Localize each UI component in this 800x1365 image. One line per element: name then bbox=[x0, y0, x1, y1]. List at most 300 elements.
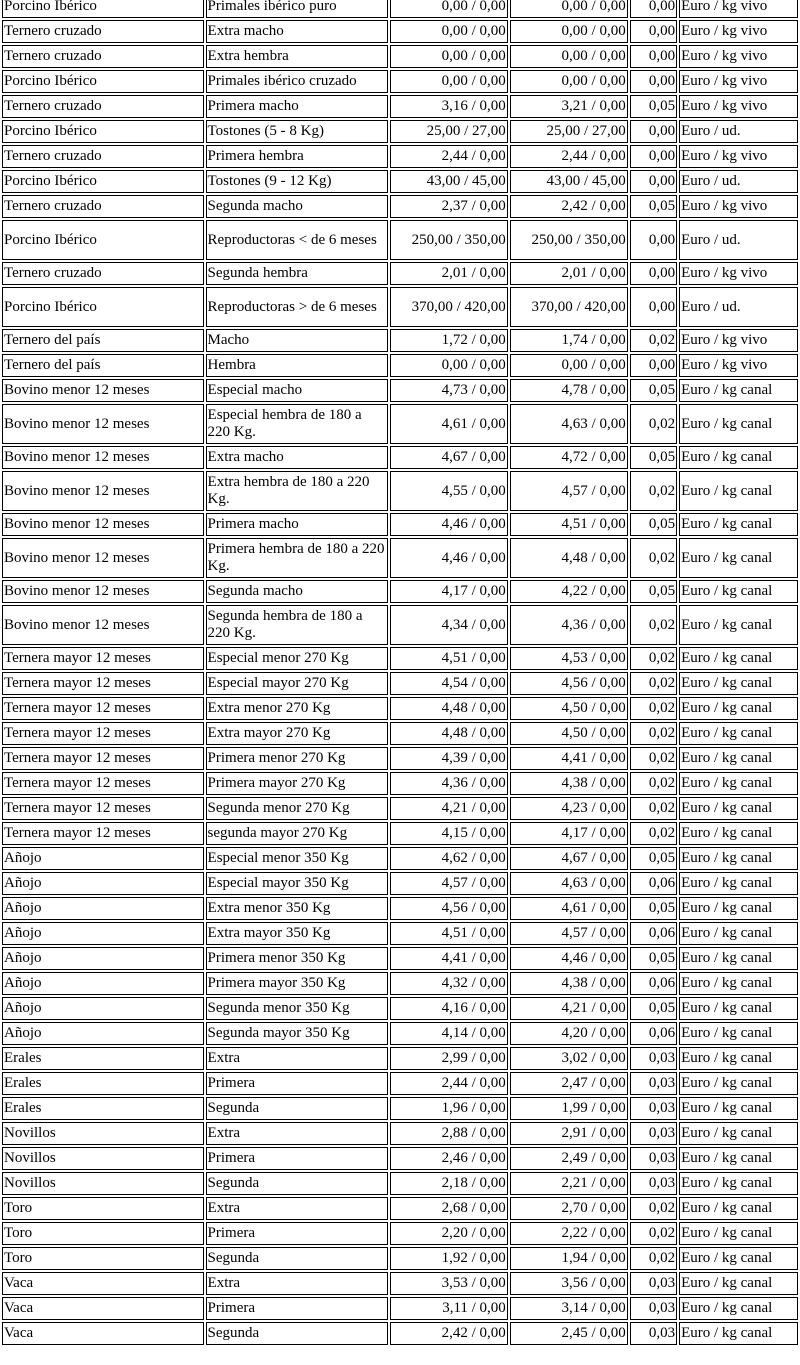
category-cell: Reproductoras > de 6 meses bbox=[206, 287, 388, 327]
product-cell: Añojo bbox=[2, 847, 204, 870]
product-cell: Porcino Ibérico bbox=[2, 220, 204, 260]
difference-cell: 0,02 bbox=[630, 1197, 677, 1220]
previous-price-cell: 2,44 / 0,00 bbox=[390, 145, 508, 168]
unit-cell: Euro / kg canal bbox=[679, 747, 798, 770]
difference-cell: 0,03 bbox=[630, 1122, 677, 1145]
current-price-cell: 4,57 / 0,00 bbox=[510, 922, 628, 945]
category-cell: Segunda menor 270 Kg bbox=[206, 797, 388, 820]
product-cell: Ternero del país bbox=[2, 329, 204, 352]
table-row bbox=[2, 513, 798, 536]
product-cell: Bovino menor 12 meses bbox=[2, 605, 204, 645]
previous-price-cell: 3,16 / 0,00 bbox=[390, 95, 508, 118]
current-price-cell: 0,00 / 0,00 bbox=[510, 70, 628, 93]
difference-cell: 0,02 bbox=[630, 822, 677, 845]
unit-cell: Euro / kg canal bbox=[679, 404, 798, 444]
table-row bbox=[2, 822, 798, 845]
product-cell: Bovino menor 12 meses bbox=[2, 379, 204, 402]
current-price-cell: 4,17 / 0,00 bbox=[510, 822, 628, 845]
unit-cell: Euro / ud. bbox=[679, 170, 798, 193]
product-cell: Ternero cruzado bbox=[2, 262, 204, 285]
category-cell: Primera bbox=[206, 1147, 388, 1170]
product-cell: Añojo bbox=[2, 897, 204, 920]
previous-price-cell: 4,14 / 0,00 bbox=[390, 1022, 508, 1045]
unit-cell: Euro / kg canal bbox=[679, 471, 798, 511]
table-row bbox=[2, 1097, 798, 1120]
category-cell: Primera macho bbox=[206, 513, 388, 536]
product-cell: Ternera mayor 12 meses bbox=[2, 772, 204, 795]
difference-cell: 0,06 bbox=[630, 922, 677, 945]
previous-price-cell: 3,11 / 0,00 bbox=[390, 1297, 508, 1320]
difference-cell: 0,00 bbox=[630, 220, 677, 260]
current-price-cell: 4,48 / 0,00 bbox=[510, 538, 628, 578]
table-row bbox=[2, 471, 798, 511]
product-cell: Vaca bbox=[2, 1322, 204, 1345]
difference-cell: 0,03 bbox=[630, 1172, 677, 1195]
previous-price-cell: 3,53 / 0,00 bbox=[390, 1272, 508, 1295]
previous-price-cell: 4,46 / 0,00 bbox=[390, 538, 508, 578]
unit-cell: Euro / kg canal bbox=[679, 847, 798, 870]
current-price-cell: 25,00 / 27,00 bbox=[510, 120, 628, 143]
category-cell: Primera bbox=[206, 1297, 388, 1320]
unit-cell: Euro / ud. bbox=[679, 120, 798, 143]
current-price-cell: 4,61 / 0,00 bbox=[510, 897, 628, 920]
table-row bbox=[2, 922, 798, 945]
previous-price-cell: 1,92 / 0,00 bbox=[390, 1247, 508, 1270]
unit-cell: Euro / kg canal bbox=[679, 1122, 798, 1145]
difference-cell: 0,03 bbox=[630, 1147, 677, 1170]
price-table-body bbox=[2, 0, 798, 1345]
table-row bbox=[2, 872, 798, 895]
product-cell: Añojo bbox=[2, 947, 204, 970]
unit-cell: Euro / kg canal bbox=[679, 722, 798, 745]
table-row bbox=[2, 145, 798, 168]
current-price-cell: 3,14 / 0,00 bbox=[510, 1297, 628, 1320]
difference-cell: 0,03 bbox=[630, 1297, 677, 1320]
difference-cell: 0,03 bbox=[630, 1272, 677, 1295]
category-cell: Extra menor 350 Kg bbox=[206, 897, 388, 920]
previous-price-cell: 2,46 / 0,00 bbox=[390, 1147, 508, 1170]
previous-price-cell: 0,00 / 0,00 bbox=[390, 20, 508, 43]
table-row bbox=[2, 747, 798, 770]
category-cell: Extra bbox=[206, 1047, 388, 1070]
current-price-cell: 4,63 / 0,00 bbox=[510, 404, 628, 444]
table-row bbox=[2, 1222, 798, 1245]
table-row bbox=[2, 329, 798, 352]
category-cell: Primera hembra de 180 a 220 Kg. bbox=[206, 538, 388, 578]
product-cell: Toro bbox=[2, 1222, 204, 1245]
table-row bbox=[2, 95, 798, 118]
previous-price-cell: 1,72 / 0,00 bbox=[390, 329, 508, 352]
product-cell: Ternero cruzado bbox=[2, 45, 204, 68]
unit-cell: Euro / kg canal bbox=[679, 897, 798, 920]
difference-cell: 0,02 bbox=[630, 404, 677, 444]
current-price-cell: 3,02 / 0,00 bbox=[510, 1047, 628, 1070]
unit-cell: Euro / kg canal bbox=[679, 1097, 798, 1120]
table-row bbox=[2, 538, 798, 578]
difference-cell: 0,02 bbox=[630, 329, 677, 352]
product-cell: Ternera mayor 12 meses bbox=[2, 672, 204, 695]
difference-cell: 0,05 bbox=[630, 446, 677, 469]
category-cell: Especial macho bbox=[206, 379, 388, 402]
product-cell: Novillos bbox=[2, 1172, 204, 1195]
table-row bbox=[2, 1172, 798, 1195]
difference-cell: 0,03 bbox=[630, 1072, 677, 1095]
unit-cell: Euro / kg canal bbox=[679, 972, 798, 995]
table-row bbox=[2, 20, 798, 43]
difference-cell: 0,05 bbox=[630, 195, 677, 218]
current-price-cell: 2,91 / 0,00 bbox=[510, 1122, 628, 1145]
unit-cell: Euro / kg vivo bbox=[679, 20, 798, 43]
previous-price-cell: 0,00 / 0,00 bbox=[390, 45, 508, 68]
unit-cell: Euro / kg canal bbox=[679, 1172, 798, 1195]
current-price-cell: 0,00 / 0,00 bbox=[510, 354, 628, 377]
table-row bbox=[2, 446, 798, 469]
table-row bbox=[2, 70, 798, 93]
category-cell: Primera mayor 270 Kg bbox=[206, 772, 388, 795]
difference-cell: 0,06 bbox=[630, 972, 677, 995]
current-price-cell: 1,99 / 0,00 bbox=[510, 1097, 628, 1120]
previous-price-cell: 2,18 / 0,00 bbox=[390, 1172, 508, 1195]
current-price-cell: 2,70 / 0,00 bbox=[510, 1197, 628, 1220]
previous-price-cell: 4,61 / 0,00 bbox=[390, 404, 508, 444]
category-cell: Primera menor 350 Kg bbox=[206, 947, 388, 970]
difference-cell: 0,05 bbox=[630, 947, 677, 970]
category-cell: Especial hembra de 180 a 220 Kg. bbox=[206, 404, 388, 444]
unit-cell: Euro / kg canal bbox=[679, 922, 798, 945]
product-cell: Bovino menor 12 meses bbox=[2, 446, 204, 469]
current-price-cell: 0,00 / 0,00 bbox=[510, 0, 628, 18]
previous-price-cell: 4,34 / 0,00 bbox=[390, 605, 508, 645]
current-price-cell: 2,45 / 0,00 bbox=[510, 1322, 628, 1345]
table-row bbox=[2, 0, 798, 18]
category-cell: Segunda hembra bbox=[206, 262, 388, 285]
table-row bbox=[2, 287, 798, 327]
unit-cell: Euro / kg vivo bbox=[679, 95, 798, 118]
unit-cell: Euro / kg vivo bbox=[679, 354, 798, 377]
difference-cell: 0,03 bbox=[630, 1322, 677, 1345]
previous-price-cell: 1,96 / 0,00 bbox=[390, 1097, 508, 1120]
difference-cell: 0,00 bbox=[630, 145, 677, 168]
difference-cell: 0,02 bbox=[630, 672, 677, 695]
unit-cell: Euro / kg canal bbox=[679, 1197, 798, 1220]
unit-cell: Euro / kg vivo bbox=[679, 70, 798, 93]
category-cell: Reproductoras < de 6 meses bbox=[206, 220, 388, 260]
unit-cell: Euro / kg canal bbox=[679, 513, 798, 536]
current-price-cell: 4,46 / 0,00 bbox=[510, 947, 628, 970]
unit-cell: Euro / kg canal bbox=[679, 797, 798, 820]
previous-price-cell: 4,56 / 0,00 bbox=[390, 897, 508, 920]
current-price-cell: 4,56 / 0,00 bbox=[510, 672, 628, 695]
previous-price-cell: 4,46 / 0,00 bbox=[390, 513, 508, 536]
current-price-cell: 4,63 / 0,00 bbox=[510, 872, 628, 895]
difference-cell: 0,05 bbox=[630, 95, 677, 118]
previous-price-cell: 4,51 / 0,00 bbox=[390, 647, 508, 670]
table-row bbox=[2, 404, 798, 444]
previous-price-cell: 4,15 / 0,00 bbox=[390, 822, 508, 845]
table-row bbox=[2, 1272, 798, 1295]
category-cell: Primera bbox=[206, 1222, 388, 1245]
unit-cell: Euro / kg canal bbox=[679, 1147, 798, 1170]
table-row bbox=[2, 262, 798, 285]
previous-price-cell: 4,48 / 0,00 bbox=[390, 697, 508, 720]
category-cell: Primera bbox=[206, 1072, 388, 1095]
previous-price-cell: 370,00 / 420,00 bbox=[390, 287, 508, 327]
previous-price-cell: 2,42 / 0,00 bbox=[390, 1322, 508, 1345]
category-cell: Segunda bbox=[206, 1322, 388, 1345]
current-price-cell: 2,21 / 0,00 bbox=[510, 1172, 628, 1195]
category-cell: Primales ibérico cruzado bbox=[206, 70, 388, 93]
previous-price-cell: 0,00 / 0,00 bbox=[390, 70, 508, 93]
previous-price-cell: 2,88 / 0,00 bbox=[390, 1122, 508, 1145]
category-cell: Extra bbox=[206, 1197, 388, 1220]
category-cell: Macho bbox=[206, 329, 388, 352]
difference-cell: 0,00 bbox=[630, 354, 677, 377]
category-cell: Segunda menor 350 Kg bbox=[206, 997, 388, 1020]
previous-price-cell: 2,44 / 0,00 bbox=[390, 1072, 508, 1095]
current-price-cell: 4,23 / 0,00 bbox=[510, 797, 628, 820]
product-cell: Bovino menor 12 meses bbox=[2, 471, 204, 511]
product-cell: Porcino Ibérico bbox=[2, 70, 204, 93]
current-price-cell: 4,36 / 0,00 bbox=[510, 605, 628, 645]
previous-price-cell: 4,73 / 0,00 bbox=[390, 379, 508, 402]
table-row bbox=[2, 1247, 798, 1270]
current-price-cell: 4,67 / 0,00 bbox=[510, 847, 628, 870]
category-cell: Tostones (5 - 8 Kg) bbox=[206, 120, 388, 143]
product-cell: Novillos bbox=[2, 1147, 204, 1170]
previous-price-cell: 4,55 / 0,00 bbox=[390, 471, 508, 511]
difference-cell: 0,05 bbox=[630, 379, 677, 402]
previous-price-cell: 4,32 / 0,00 bbox=[390, 972, 508, 995]
difference-cell: 0,00 bbox=[630, 20, 677, 43]
category-cell: Especial menor 350 Kg bbox=[206, 847, 388, 870]
table-row bbox=[2, 897, 798, 920]
category-cell: Extra mayor 350 Kg bbox=[206, 922, 388, 945]
product-cell: Bovino menor 12 meses bbox=[2, 580, 204, 603]
difference-cell: 0,00 bbox=[630, 262, 677, 285]
table-row bbox=[2, 672, 798, 695]
category-cell: Extra macho bbox=[206, 20, 388, 43]
table-row bbox=[2, 120, 798, 143]
product-cell: Vaca bbox=[2, 1272, 204, 1295]
table-row bbox=[2, 1122, 798, 1145]
previous-price-cell: 4,39 / 0,00 bbox=[390, 747, 508, 770]
product-cell: Ternera mayor 12 meses bbox=[2, 797, 204, 820]
category-cell: Segunda mayor 350 Kg bbox=[206, 1022, 388, 1045]
product-cell: Porcino Ibérico bbox=[2, 287, 204, 327]
product-cell: Toro bbox=[2, 1197, 204, 1220]
unit-cell: Euro / kg vivo bbox=[679, 45, 798, 68]
unit-cell: Euro / kg canal bbox=[679, 379, 798, 402]
current-price-cell: 43,00 / 45,00 bbox=[510, 170, 628, 193]
difference-cell: 0,06 bbox=[630, 1022, 677, 1045]
table-row bbox=[2, 1022, 798, 1045]
category-cell: Extra bbox=[206, 1122, 388, 1145]
product-cell: Ternera mayor 12 meses bbox=[2, 647, 204, 670]
category-cell: Extra hembra de 180 a 220 Kg. bbox=[206, 471, 388, 511]
category-cell: Especial mayor 270 Kg bbox=[206, 672, 388, 695]
product-cell: Vaca bbox=[2, 1297, 204, 1320]
unit-cell: Euro / ud. bbox=[679, 220, 798, 260]
unit-cell: Euro / kg canal bbox=[679, 772, 798, 795]
current-price-cell: 2,44 / 0,00 bbox=[510, 145, 628, 168]
category-cell: Segunda macho bbox=[206, 195, 388, 218]
unit-cell: Euro / kg canal bbox=[679, 1222, 798, 1245]
unit-cell: Euro / kg vivo bbox=[679, 329, 798, 352]
difference-cell: 0,00 bbox=[630, 170, 677, 193]
product-cell: Bovino menor 12 meses bbox=[2, 538, 204, 578]
difference-cell: 0,00 bbox=[630, 0, 677, 18]
product-cell: Bovino menor 12 meses bbox=[2, 404, 204, 444]
unit-cell: Euro / kg canal bbox=[679, 947, 798, 970]
table-row bbox=[2, 1197, 798, 1220]
table-row bbox=[2, 195, 798, 218]
table-row bbox=[2, 379, 798, 402]
current-price-cell: 1,74 / 0,00 bbox=[510, 329, 628, 352]
product-cell: Añojo bbox=[2, 922, 204, 945]
category-cell: Primera menor 270 Kg bbox=[206, 747, 388, 770]
difference-cell: 0,03 bbox=[630, 1047, 677, 1070]
product-cell: Erales bbox=[2, 1072, 204, 1095]
product-cell: Porcino Ibérico bbox=[2, 120, 204, 143]
previous-price-cell: 0,00 / 0,00 bbox=[390, 0, 508, 18]
current-price-cell: 4,57 / 0,00 bbox=[510, 471, 628, 511]
table-row bbox=[2, 722, 798, 745]
product-cell: Porcino Ibérico bbox=[2, 170, 204, 193]
unit-cell: Euro / kg canal bbox=[679, 605, 798, 645]
unit-cell: Euro / kg canal bbox=[679, 822, 798, 845]
product-cell: Novillos bbox=[2, 1122, 204, 1145]
current-price-cell: 4,20 / 0,00 bbox=[510, 1022, 628, 1045]
current-price-cell: 1,94 / 0,00 bbox=[510, 1247, 628, 1270]
category-cell: Primera macho bbox=[206, 95, 388, 118]
current-price-cell: 0,00 / 0,00 bbox=[510, 45, 628, 68]
previous-price-cell: 4,21 / 0,00 bbox=[390, 797, 508, 820]
product-cell: Ternero cruzado bbox=[2, 145, 204, 168]
unit-cell: Euro / kg canal bbox=[679, 647, 798, 670]
difference-cell: 0,02 bbox=[630, 471, 677, 511]
difference-cell: 0,00 bbox=[630, 287, 677, 327]
product-cell: Añojo bbox=[2, 997, 204, 1020]
table-row bbox=[2, 772, 798, 795]
category-cell: Extra mayor 270 Kg bbox=[206, 722, 388, 745]
table-row bbox=[2, 605, 798, 645]
table-row bbox=[2, 1047, 798, 1070]
table-row bbox=[2, 220, 798, 260]
current-price-cell: 4,53 / 0,00 bbox=[510, 647, 628, 670]
unit-cell: Euro / kg canal bbox=[679, 1047, 798, 1070]
difference-cell: 0,06 bbox=[630, 872, 677, 895]
category-cell: segunda mayor 270 Kg bbox=[206, 822, 388, 845]
category-cell: Primera hembra bbox=[206, 145, 388, 168]
previous-price-cell: 2,01 / 0,00 bbox=[390, 262, 508, 285]
current-price-cell: 4,22 / 0,00 bbox=[510, 580, 628, 603]
product-cell: Bovino menor 12 meses bbox=[2, 513, 204, 536]
previous-price-cell: 4,36 / 0,00 bbox=[390, 772, 508, 795]
unit-cell: Euro / kg vivo bbox=[679, 262, 798, 285]
category-cell: Extra macho bbox=[206, 446, 388, 469]
current-price-cell: 4,21 / 0,00 bbox=[510, 997, 628, 1020]
product-cell: Añojo bbox=[2, 872, 204, 895]
current-price-cell: 2,22 / 0,00 bbox=[510, 1222, 628, 1245]
previous-price-cell: 4,67 / 0,00 bbox=[390, 446, 508, 469]
product-cell: Añojo bbox=[2, 1022, 204, 1045]
unit-cell: Euro / kg canal bbox=[679, 997, 798, 1020]
previous-price-cell: 4,57 / 0,00 bbox=[390, 872, 508, 895]
category-cell: Segunda macho bbox=[206, 580, 388, 603]
current-price-cell: 2,01 / 0,00 bbox=[510, 262, 628, 285]
difference-cell: 0,05 bbox=[630, 847, 677, 870]
current-price-cell: 4,50 / 0,00 bbox=[510, 697, 628, 720]
difference-cell: 0,05 bbox=[630, 513, 677, 536]
current-price-cell: 2,49 / 0,00 bbox=[510, 1147, 628, 1170]
table-row bbox=[2, 1297, 798, 1320]
difference-cell: 0,00 bbox=[630, 120, 677, 143]
table-row bbox=[2, 797, 798, 820]
previous-price-cell: 25,00 / 27,00 bbox=[390, 120, 508, 143]
difference-cell: 0,02 bbox=[630, 722, 677, 745]
table-row bbox=[2, 1147, 798, 1170]
table-row bbox=[2, 354, 798, 377]
difference-cell: 0,02 bbox=[630, 747, 677, 770]
product-cell: Erales bbox=[2, 1047, 204, 1070]
product-cell: Toro bbox=[2, 1247, 204, 1270]
current-price-cell: 250,00 / 350,00 bbox=[510, 220, 628, 260]
unit-cell: Euro / kg vivo bbox=[679, 145, 798, 168]
unit-cell: Euro / kg vivo bbox=[679, 195, 798, 218]
current-price-cell: 3,56 / 0,00 bbox=[510, 1272, 628, 1295]
category-cell: Tostones (9 - 12 Kg) bbox=[206, 170, 388, 193]
unit-cell: Euro / kg canal bbox=[679, 1072, 798, 1095]
unit-cell: Euro / kg canal bbox=[679, 697, 798, 720]
unit-cell: Euro / kg canal bbox=[679, 1022, 798, 1045]
previous-price-cell: 4,54 / 0,00 bbox=[390, 672, 508, 695]
category-cell: Primera mayor 350 Kg bbox=[206, 972, 388, 995]
current-price-cell: 4,72 / 0,00 bbox=[510, 446, 628, 469]
previous-price-cell: 2,68 / 0,00 bbox=[390, 1197, 508, 1220]
difference-cell: 0,02 bbox=[630, 605, 677, 645]
table-row bbox=[2, 1322, 798, 1345]
difference-cell: 0,02 bbox=[630, 797, 677, 820]
unit-cell: Euro / kg canal bbox=[679, 1272, 798, 1295]
product-cell: Ternera mayor 12 meses bbox=[2, 747, 204, 770]
unit-cell: Euro / kg canal bbox=[679, 1322, 798, 1345]
unit-cell: Euro / kg canal bbox=[679, 672, 798, 695]
product-cell: Ternero cruzado bbox=[2, 20, 204, 43]
current-price-cell: 3,21 / 0,00 bbox=[510, 95, 628, 118]
table-row bbox=[2, 847, 798, 870]
category-cell: Especial menor 270 Kg bbox=[206, 647, 388, 670]
current-price-cell: 4,51 / 0,00 bbox=[510, 513, 628, 536]
previous-price-cell: 43,00 / 45,00 bbox=[390, 170, 508, 193]
category-cell: Especial mayor 350 Kg bbox=[206, 872, 388, 895]
product-cell: Ternera mayor 12 meses bbox=[2, 697, 204, 720]
unit-cell: Euro / kg canal bbox=[679, 580, 798, 603]
product-cell: Erales bbox=[2, 1097, 204, 1120]
previous-price-cell: 4,48 / 0,00 bbox=[390, 722, 508, 745]
product-cell: Ternera mayor 12 meses bbox=[2, 722, 204, 745]
table-row bbox=[2, 45, 798, 68]
previous-price-cell: 4,62 / 0,00 bbox=[390, 847, 508, 870]
difference-cell: 0,05 bbox=[630, 997, 677, 1020]
unit-cell: Euro / kg canal bbox=[679, 538, 798, 578]
table-row bbox=[2, 947, 798, 970]
previous-price-cell: 250,00 / 350,00 bbox=[390, 220, 508, 260]
category-cell: Extra menor 270 Kg bbox=[206, 697, 388, 720]
product-cell: Porcino Ibérico bbox=[2, 0, 204, 18]
difference-cell: 0,02 bbox=[630, 1222, 677, 1245]
previous-price-cell: 2,99 / 0,00 bbox=[390, 1047, 508, 1070]
product-cell: Ternera mayor 12 meses bbox=[2, 822, 204, 845]
